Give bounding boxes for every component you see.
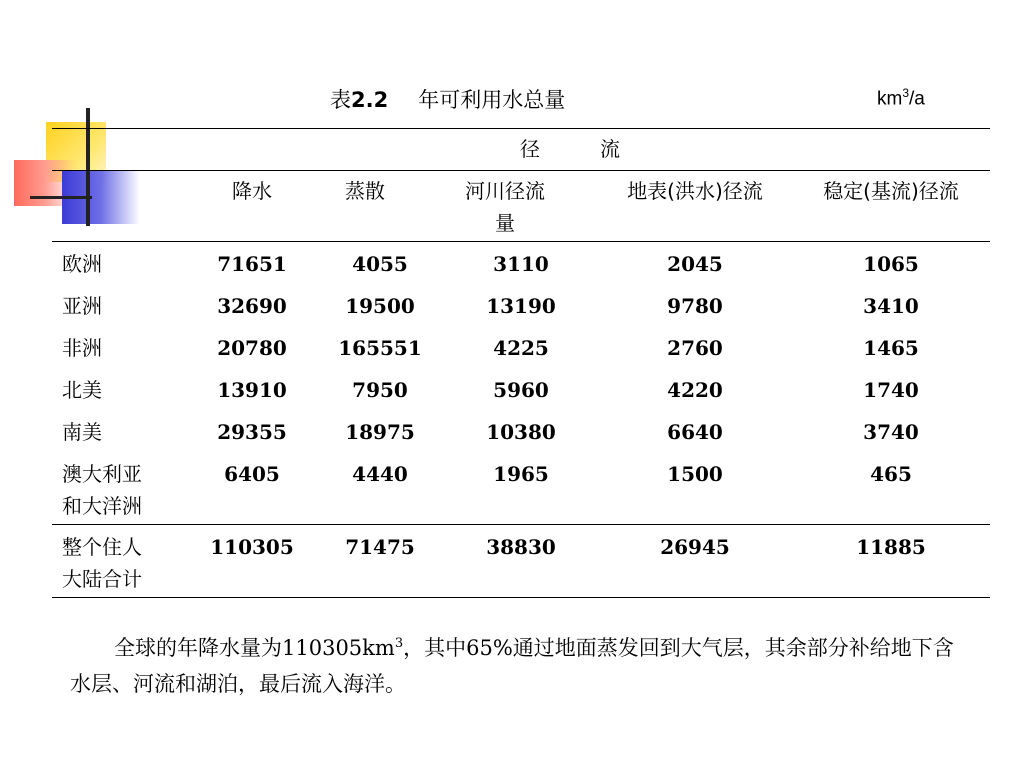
table-cell-value: 32690 — [217, 294, 287, 318]
table-unit: $km^3/a$ — [877, 86, 925, 110]
table-cell-value: 13910 — [217, 378, 287, 402]
row-region-label: 欧洲 — [62, 252, 102, 276]
table-cell-value: 6405 — [224, 462, 280, 486]
table-cell-value: 3740 — [863, 420, 919, 444]
table-cell-value: 19500 — [345, 294, 415, 318]
table-cell-value: 13190 — [486, 294, 556, 318]
table-cell-value: 7950 — [352, 378, 408, 402]
row-region-label: 亚洲 — [62, 294, 102, 318]
table-cell-value: 4220 — [667, 378, 723, 402]
table-cell-value: 10380 — [486, 420, 556, 444]
total-cell-value: 11885 — [856, 535, 926, 559]
header-col-evapotranspiration: 蒸散 — [345, 179, 385, 203]
header-col-river-runoff: 河川径流 — [465, 179, 545, 203]
total-cell-value: 110305 — [210, 535, 294, 559]
row-region-label: 非洲 — [62, 336, 102, 360]
decor-vertical-line — [86, 108, 90, 226]
title-prefix: 表 — [330, 88, 351, 112]
total-cell-value: 38830 — [486, 535, 556, 559]
table-cell-value: 6640 — [667, 420, 723, 444]
table-group-rule — [52, 170, 990, 171]
table-cell-value: 9780 — [667, 294, 723, 318]
table-cell-value: 71651 — [217, 252, 287, 276]
decor-horizontal-line — [30, 196, 92, 199]
row-region-label: 和大洋洲 — [62, 494, 142, 518]
table-header-rule — [52, 241, 990, 242]
table-cell-value: 2760 — [667, 336, 723, 360]
table-cell-value: 18975 — [345, 420, 415, 444]
total-cell-value: 71475 — [345, 535, 415, 559]
table-cell-value: 1965 — [493, 462, 549, 486]
header-col-precipitation: 降水 — [232, 179, 272, 203]
table-cell-value: 5960 — [493, 378, 549, 402]
header-col-river-runoff-line2: 量 — [495, 211, 515, 235]
title-number: 2.2 — [351, 88, 389, 112]
table-bottom-rule — [52, 597, 990, 598]
table-total-rule — [52, 524, 990, 525]
row-region-label: 北美 — [62, 378, 102, 402]
table-top-rule — [52, 128, 990, 129]
table-cell-value: 4225 — [493, 336, 549, 360]
summary-paragraph: 全球的年降水量为$110305km^3$，其中65%通过地面蒸发回到大气层，其余部分补给地下含水层、河流和湖泊，最后流入海洋。 — [70, 636, 954, 696]
header-col-surface-runoff: 地表(洪水)径流 — [627, 179, 763, 203]
total-region-label: 大陆合计 — [62, 567, 142, 591]
total-region-label: 整个住人 — [62, 535, 142, 559]
table-cell-value: 20780 — [217, 336, 287, 360]
table-cell-value: 1065 — [863, 252, 919, 276]
table-title — [330, 84, 565, 114]
header-group-runoff: 径 流 — [520, 137, 620, 161]
table-cell-value: 4055 — [352, 252, 408, 276]
row-region-label: 澳大利亚 — [62, 462, 142, 486]
table-cell-value: 165551 — [338, 336, 422, 360]
table-cell-value: 3410 — [863, 294, 919, 318]
total-cell-value: 26945 — [660, 535, 730, 559]
header-col-base-runoff: 稳定(基流)径流 — [823, 179, 959, 203]
table-cell-value: 1465 — [863, 336, 919, 360]
table-cell-value: 29355 — [217, 420, 287, 444]
table-cell-value: 465 — [870, 462, 912, 486]
table-cell-value: 1500 — [667, 462, 723, 486]
table-cell-value: 2045 — [667, 252, 723, 276]
row-region-label: 南美 — [62, 420, 102, 444]
table-cell-value: 4440 — [352, 462, 408, 486]
title-text: 年可利用水总量 — [418, 88, 566, 112]
table-cell-value: 1740 — [863, 378, 919, 402]
table-cell-value: 3110 — [493, 252, 549, 276]
